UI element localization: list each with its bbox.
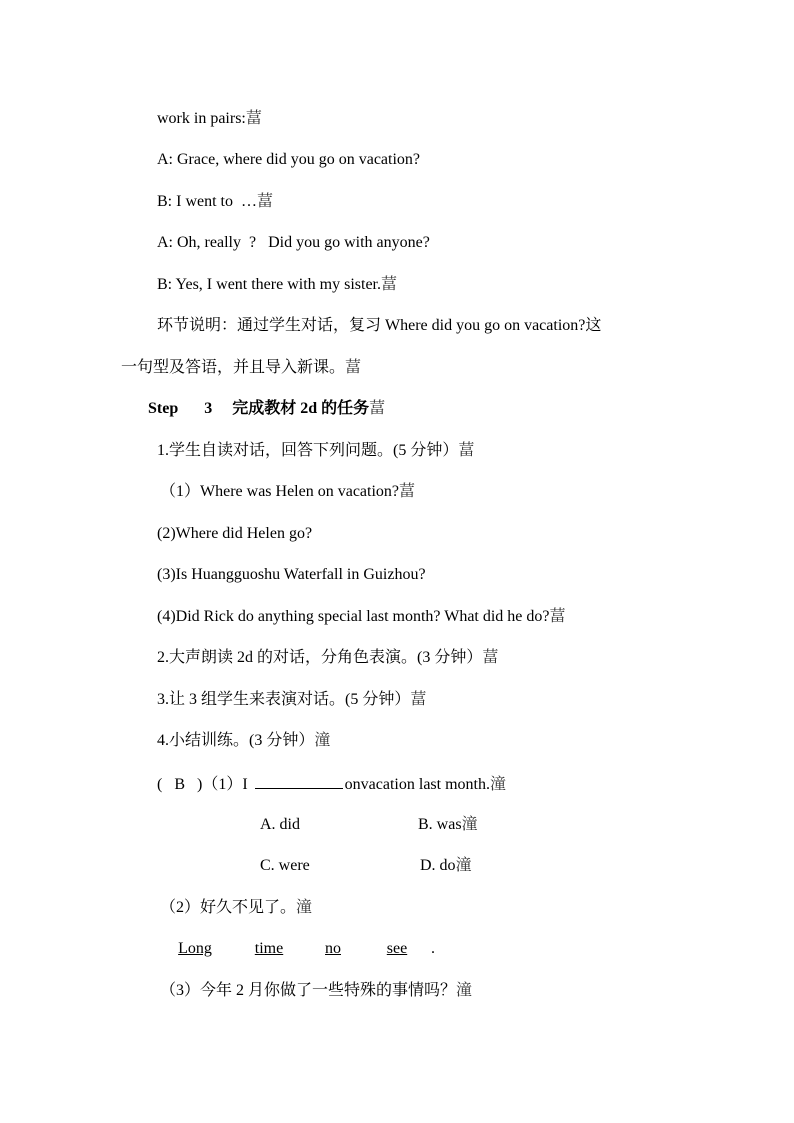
text-line	[157, 316, 601, 336]
step-heading	[148, 399, 385, 419]
text-line	[121, 358, 361, 378]
answer-line	[157, 939, 435, 959]
option-a	[260, 815, 300, 835]
text-line	[157, 150, 420, 170]
line-text: (3)Is Huangguoshu Waterfall in Guizhou?	[157, 566, 426, 583]
line-text: (2)Where did Helen go?	[157, 525, 313, 542]
answer-end: .	[431, 940, 435, 957]
option-text: B. was	[418, 816, 462, 833]
text-line	[157, 690, 426, 710]
text-line	[157, 109, 262, 129]
paragraph-mark: 葍	[458, 442, 475, 459]
paragraph-mark: 潼	[314, 732, 331, 749]
line-text: A: Oh, really ? Did you go with anyone?	[157, 234, 430, 251]
line-text: 一句型及答语，并且导入新课。	[121, 359, 346, 376]
step-text: 完成教材 2d 的任务	[232, 400, 370, 417]
paragraph-mark: 葍	[381, 276, 398, 293]
exercise-suffix: onvacation last month.	[344, 776, 490, 793]
line-text: work in pairs:	[157, 110, 246, 127]
answer-word: no	[325, 940, 341, 957]
paragraph-mark: 葍	[245, 110, 262, 127]
paragraph-mark: 潼	[296, 899, 313, 916]
text-line	[157, 441, 474, 461]
line-text: 2.大声朗读 2d 的对话，分角色表演。(3 分钟）	[157, 649, 483, 666]
line-text: 3.让 3 组学生来表演对话。(5 分钟）	[157, 691, 411, 708]
line-text: B: I went to …	[157, 193, 257, 210]
text-line	[157, 565, 426, 585]
text-line	[157, 731, 330, 751]
text-line	[157, 275, 397, 295]
step-number: 3	[204, 400, 213, 417]
answer-word: see	[386, 940, 408, 957]
line-text: （1）Where was Helen on vacation?	[160, 483, 400, 500]
paragraph-mark: 葍	[399, 483, 416, 500]
answer-word: Long	[178, 940, 212, 957]
text-line	[157, 192, 273, 212]
paragraph-mark: 葍	[369, 400, 386, 417]
paragraph-mark: 潼	[455, 857, 472, 874]
text-line	[157, 524, 312, 544]
paragraph-mark: 潼	[461, 816, 478, 833]
paragraph-mark: 葍	[549, 608, 566, 625]
text-line	[157, 648, 498, 668]
option-d	[420, 856, 472, 876]
answer-word: time	[254, 940, 284, 957]
line-text: 环节说明：通过学生对话，复习 Where did you go on vacation?这	[157, 317, 602, 334]
exercise-line	[157, 773, 506, 795]
line-text: A: Grace, where did you go on vacation?	[157, 151, 421, 168]
paragraph-mark: 葍	[345, 359, 362, 376]
text-line	[160, 898, 312, 918]
option-text: C. were	[260, 857, 310, 874]
line-text: B: Yes, I went there with my sister.	[157, 276, 381, 293]
paragraph-mark: 葍	[482, 649, 499, 666]
line-text: （2）好久不见了。	[160, 899, 297, 916]
option-text: D. do	[420, 857, 456, 874]
line-text: （3）今年 2 月你做了一些特殊的事情吗？	[160, 982, 457, 999]
paragraph-mark: 葍	[257, 193, 274, 210]
text-line	[160, 482, 415, 502]
paragraph-mark: 潼	[489, 776, 506, 793]
option-b	[418, 815, 478, 835]
exercise-prefix: ( B )（1）I	[157, 776, 252, 793]
paragraph-mark: 葍	[410, 691, 427, 708]
line-text: (4)Did Rick do anything special last month? What did he do?	[157, 608, 550, 625]
paragraph-mark: 潼	[456, 982, 473, 999]
text-line	[157, 233, 430, 253]
line-text: 4.小结训练。(3 分钟）	[157, 732, 315, 749]
text-line	[157, 607, 566, 627]
answer-blank	[255, 773, 343, 789]
step-word: Step	[148, 400, 179, 417]
text-line	[160, 981, 472, 1001]
option-c	[260, 856, 310, 876]
option-text: A. did	[260, 816, 300, 833]
line-text: 1.学生自读对话，回答下列问题。(5 分钟）	[157, 442, 459, 459]
